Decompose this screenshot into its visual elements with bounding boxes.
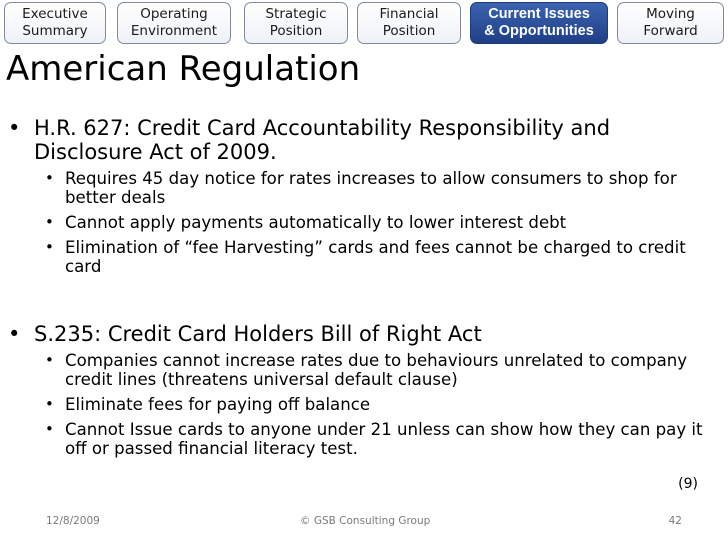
bullet-icon: • <box>45 420 54 438</box>
tab-strategic-position[interactable]: Strategic Position <box>244 2 348 44</box>
bullet-icon: • <box>8 116 21 140</box>
list-item <box>8 395 720 414</box>
list-item <box>8 213 720 232</box>
bullet-text: S.235: Credit Card Holders Bill of Right Act <box>34 322 482 346</box>
slide-body <box>8 116 720 464</box>
sub-bullet-text: Eliminate fees for paying off balance <box>65 395 371 414</box>
footer-page-number: 42 <box>668 515 682 527</box>
tab-operating-environment[interactable]: Operating Environment <box>117 2 231 44</box>
sub-bullet-text: Cannot apply payments automatically to lower interest debt <box>65 213 567 232</box>
footer-copyright: © GSB Consulting Group <box>300 515 431 527</box>
sub-bullet-text: Companies cannot increase rates due to behaviours unrelated to company credit lines (threatens universal default clause) <box>65 351 688 389</box>
sub-list-s235 <box>8 351 720 458</box>
bullet-icon: • <box>45 351 54 369</box>
tab-current-issues-opportunities[interactable]: Current Issues & Opportunities <box>470 2 608 44</box>
bullet-icon: • <box>45 238 54 256</box>
bullet-text: H.R. 627: Credit Card Accountability Responsibility and Disclosure Act of 2009. <box>34 116 611 164</box>
tab-executive-summary[interactable]: Executive Summary <box>4 2 106 44</box>
list-item <box>8 238 720 276</box>
list-item <box>8 169 720 207</box>
sub-bullet-text: Cannot Issue cards to anyone under 21 unless can show how they can pay it off or passed financial literacy test. <box>65 420 703 458</box>
bullet-s235 <box>8 322 720 346</box>
sub-bullet-text: Requires 45 day notice for rates increases to allow consumers to shop for better deals <box>65 169 677 207</box>
footer-date: 12/8/2009 <box>46 515 100 527</box>
tab-moving-forward[interactable]: Moving Forward <box>617 2 724 44</box>
sub-bullet-text: Elimination of “fee Harvesting” cards and fees cannot be charged to credit card <box>65 238 686 276</box>
bullet-icon: • <box>45 213 54 231</box>
slide-title: American Regulation <box>6 49 361 89</box>
list-item <box>8 420 720 458</box>
list-item <box>8 351 720 389</box>
bullet-icon: • <box>45 169 54 187</box>
bullet-icon: • <box>8 322 21 346</box>
sub-list-hr627 <box>8 169 720 276</box>
spacer <box>8 282 720 322</box>
tab-financial-position[interactable]: Financial Position <box>357 2 461 44</box>
bullet-icon: • <box>45 395 54 413</box>
bullet-hr627 <box>8 116 720 164</box>
section-nav <box>0 2 728 46</box>
citation: (9) <box>678 476 698 492</box>
